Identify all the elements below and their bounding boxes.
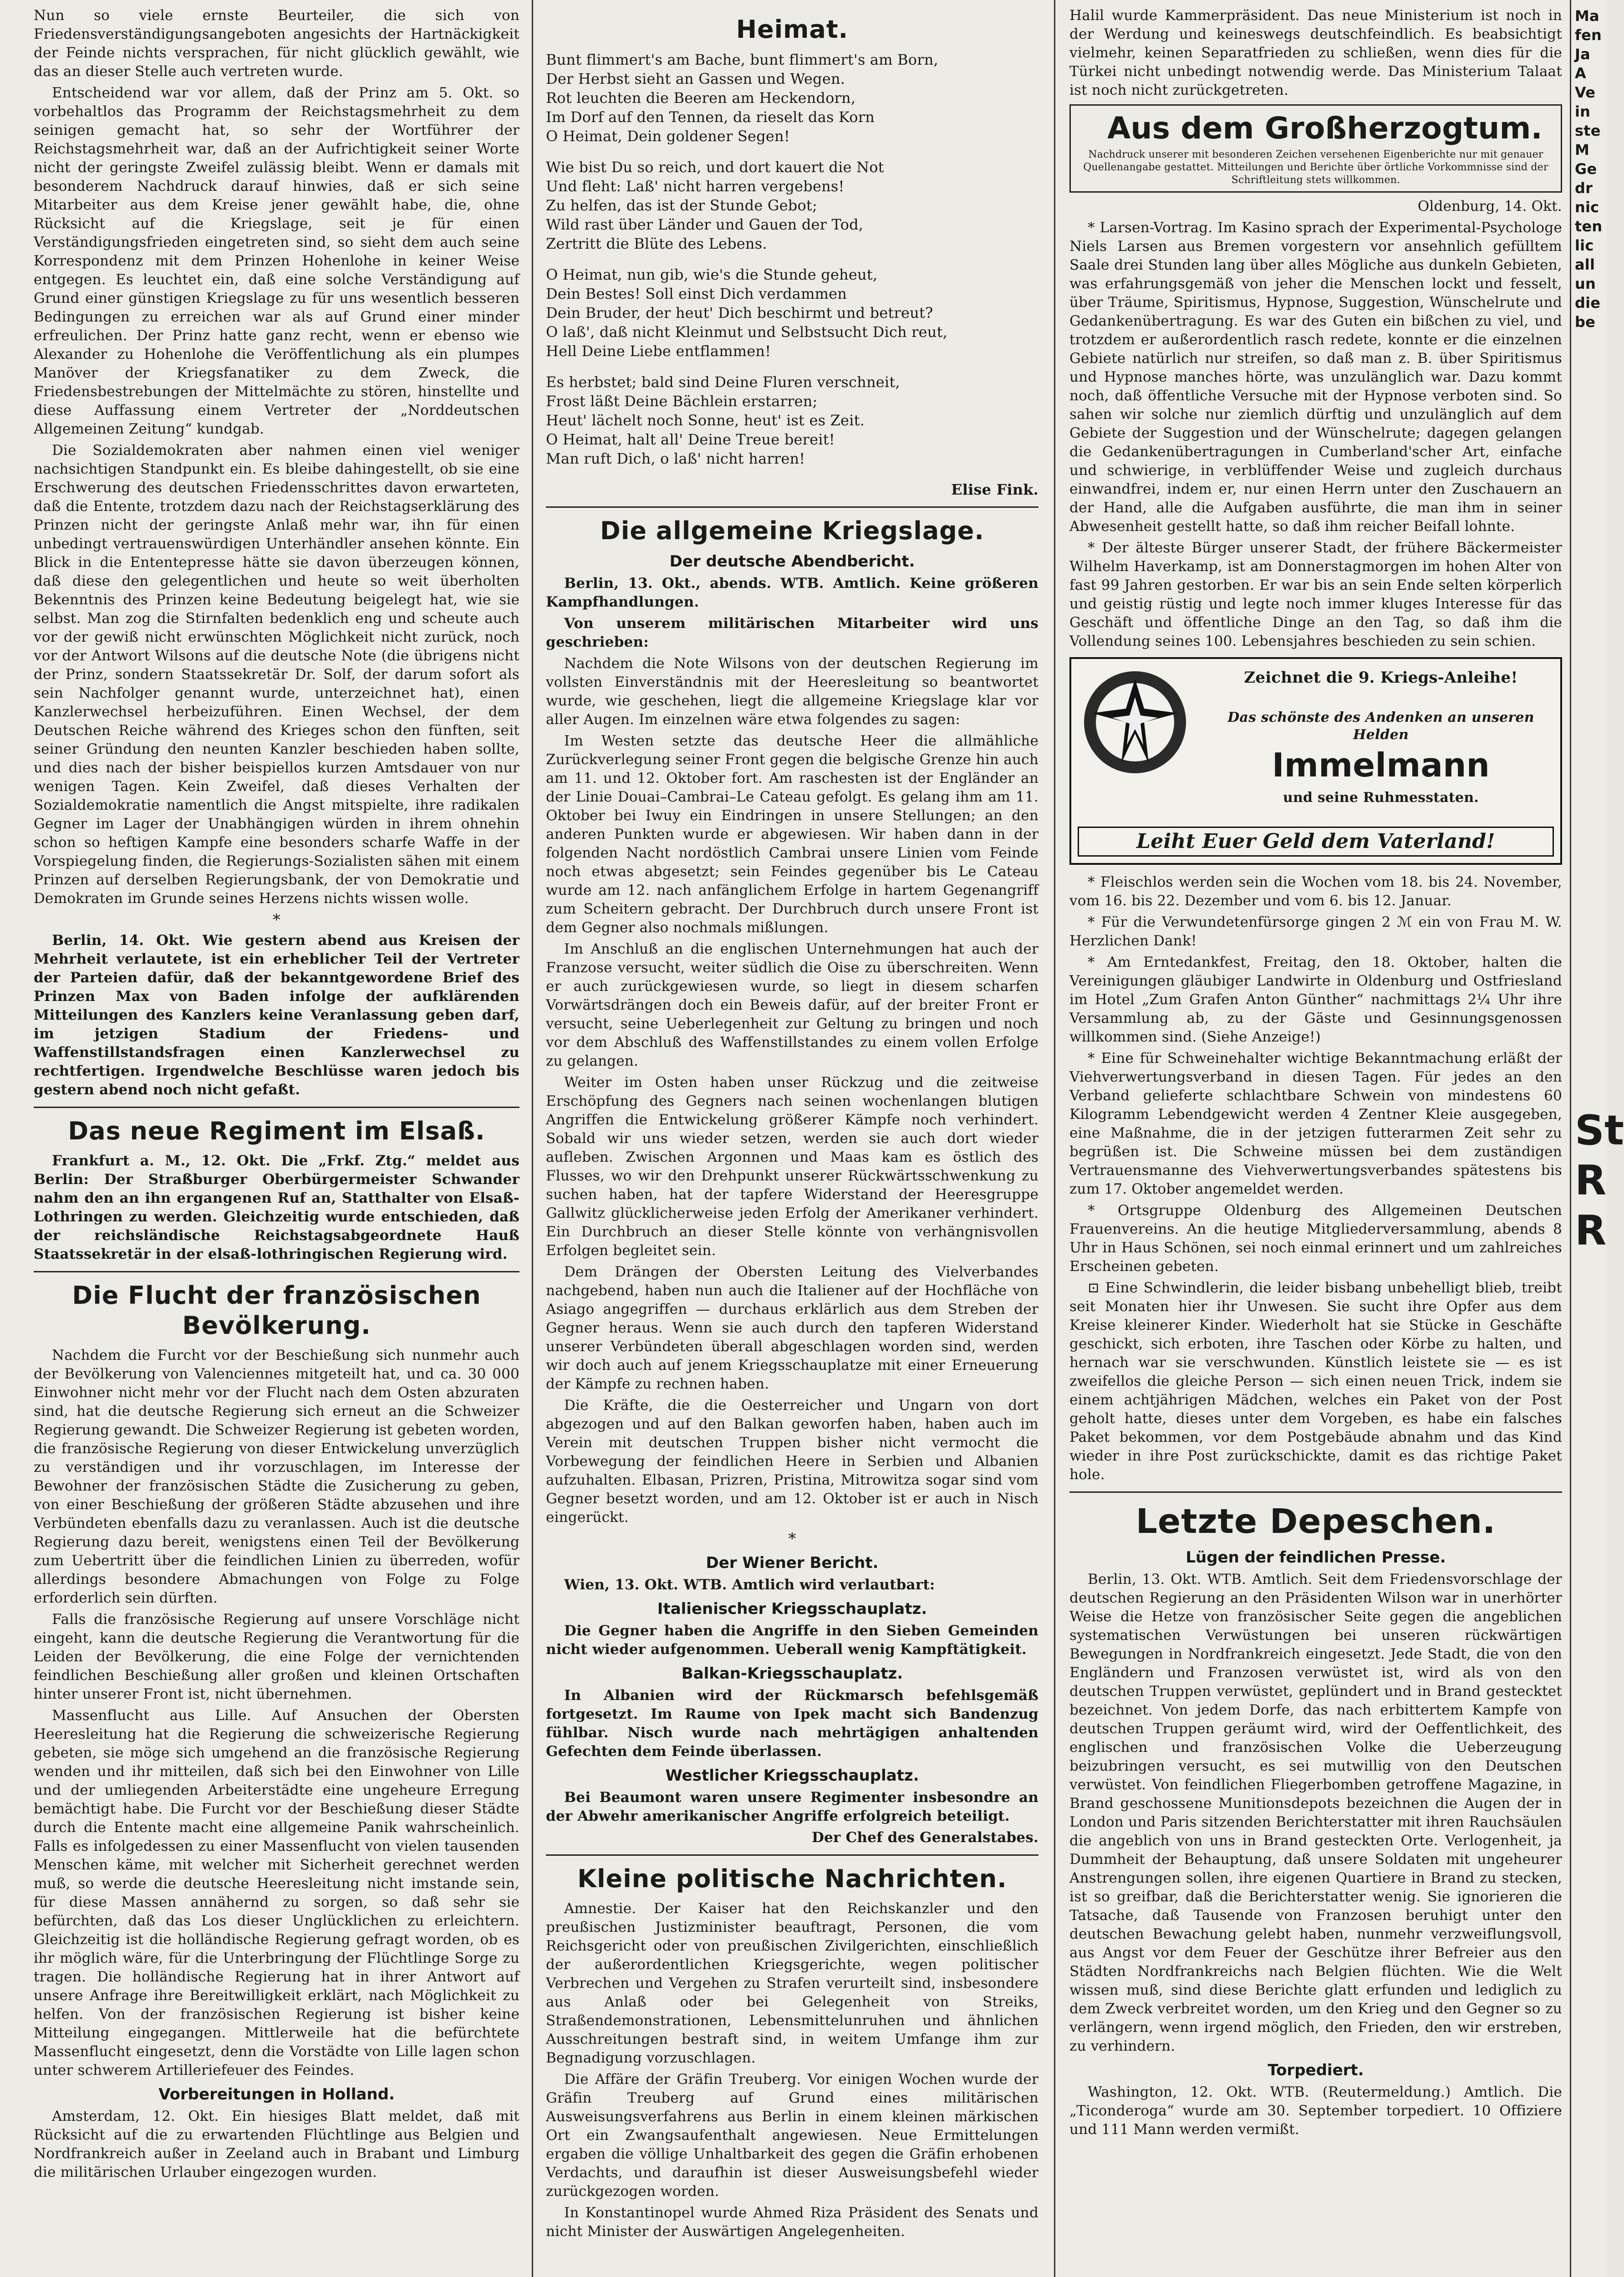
edge-text: Ja [1575, 46, 1590, 63]
subheading-holland: Vorbereitungen in Holland. [158, 2085, 395, 2103]
edge-text: St [1575, 1107, 1624, 1154]
poem-line: O Heimat, Dein goldener Segen! [546, 128, 790, 145]
paragraph: Frankfurt a. M., 12. Okt. Die „Frkf. Ztg.“ meldet aus Berlin: Der Straßburger Oberbürgermeister Schwander nahm den an ihn ergangenen Ruf an, Statthalter von Elsaß-Lothringen zu werden. Gleichzeitig wurde entschieden, daß der reichsländische Reichstagsabgeordnete Hauß Staatssekretär in der elsaß-lothringischen Regierung wird. [34, 1153, 519, 1262]
poem-line: Zu helfen, das ist der Stunde Gebot; [546, 197, 817, 214]
paragraph: * Eine für Schweinehalter wichtige Bekanntmachung erläßt der Viehverwertungsverband in diesen Tagen. Für jedes an den Verband gelieferte schlachtbare Schwein von mindestens 60 Kilogramm Lebendgewicht werden 4 Zentner Kleie ausgegeben, eine Maßnahme, die in der jetzigen futterarmen Zeit sehr zu begrüßen ist. Die Schweine müssen bei dem zuständigen Vertrauensmanne des Viehverwertungsverbandes spätestens bis zum 17. Oktober angemeldet werden. [1069, 1050, 1562, 1197]
poem-stanza [546, 158, 1039, 253]
subheading-abendbericht: Der deutsche Abendbericht. [669, 552, 915, 571]
headline-letzte-depeschen: Letzte Depeschen. [1135, 1502, 1496, 1541]
paragraph: Massenflucht aus Lille. Auf Ansuchen der Obersten Heeresleitung hat die Regierung die schweizerische Regierung gebeten, sie möge sich umgehend an die französische Regierung wenden und ihr mitteilen, daß sich bei den Einwohner von Lille und der umliegenden Arbeiterstädte eine ungeheure Erregung bemächtigt habe. Die Furcht vor der Beschießung dieser Städte durch die Entente macht eine allgemeine Panik wahrscheinlich. Falls es infolgedessen zu einer Massenflucht von vielen tausenden Menschen käme, mit welcher mit Sicherheit gerechnet werden muß, so werde die deutsche Heeresleitung nicht imstande sein, für diese Massen annähernd zu sorgen, so daß sehr sie befürchten, daß das Los dieser Unglücklichen zu erleichtern. Gleichzeitig ist die holländische Regierung gefragt worden, ob es ihr möglich wäre, für die Unterbringung der Flüchtlinge Sorge zu tragen. Die holländische Regierung hat in ihrer Antwort auf unsere Anfrage ihre Bereitwilligkeit erklärt, nach Möglichkeit zu helfen. Von der französischen Regierung ist bisher keine Mitteilung eingegangen. Mittlerweile hat die befürchtete Massenflucht eingesetzt, denn die Vorstädte von Lille lagen schon unter schwerem Artilleriefeuer des Feindes. [34, 1707, 519, 2078]
paragraph: Bei Beaumont waren unsere Regimenter insbesondre an der Abwehr amerikanischer Angriffe erfolgreich beteiligt. [546, 1789, 1039, 1824]
divider [1069, 1491, 1562, 1493]
poem-line: Dein Bruder, der heut' Dich beschirmt und betreut? [546, 304, 933, 322]
edge-text: Ge [1575, 160, 1597, 178]
paragraph: Die Sozialdemokraten aber nahmen einen viel weniger nachsichtigen Standpunkt ein. Es bleibe dahingestellt, ob sie eine Erschwerung des deutschen Friedensschrittes davon erwarteten, daß die Entente, trotzdem dazu nach der Reichstagserklärung des Prinzen nicht der geringste Anlaß mehr war, ihn für einen unbedingt vertrauenswürdigen Unterhändler ansehen könnte. Ein Blick in die Ententepresse hätte sie davon überzeugen können, daß diese den gelegentlichen und heute so weit überholten Bekenntnis des Prinzen keine Bedeutung beigelegt hat, wie sie selbst. Man zog die Stirnfalten bedenklich eng und scheute auch vor der gewiß nicht erwünschten Möglichkeit nicht zurück, noch vor der Antwort Wilsons auf die deutsche Note (die übrigens nicht der Prinz, sondern Staatssekretär Dr. Solf, der darum sofort als sein Nachfolger genannt wurde, unterzeichnet hat), einen Kanzlerwechsel herbeizuführen. Einen Wechsel, der dem Deutschen Reiche während des Krieges schon den fünften, seit seiner Gründung den neunten Kanzler beschieden haben sollte, und dies nach der bisher beispiellos kurzen Amtsdauer von nur wenigen Tagen. Kein Zweifel, daß dieses Verhalten der Sozialdemokratie namentlich die Angst mitspielte, ihre radikalen Gegner im Lager der Unabhängigen würden in ihrem ohnehin schon so heftigen Kampfe eine besonders scharfe Waffe in der Vorspiegelung finden, die Regierungs-Sozialisten sähen mit einem Prinzen auf derselben Regierungsbank, der von Demokratie und Demokraten im Grunde seines Herzens nichts wissen wolle. [34, 442, 519, 907]
edge-text: dr [1575, 179, 1593, 197]
paragraph: Amsterdam, 12. Okt. Ein hiesiges Blatt meldet, daß mit Rücksicht auf die zu erwartenden Flüchtlinge aus Belgien und Nordfrankreich außer in Zeeland auch in Brabant und Limburg die militärischen Urlauber eingezogen wurden. [34, 2108, 519, 2180]
edge-text: Ma [1575, 7, 1599, 25]
section-note: Nachdruck unserer mit besonderen Zeichen versehenen Eigenberichte nur mit genauer Quellenangabe gestattet. Mitteilungen und Berichte über örtliche Vorkommnisse sind der Schriftleitung stets willkommen. [1083, 149, 1548, 186]
column-rule [532, 0, 533, 2277]
poem-line: Heut' lächelt noch Sonne, heut' ist es Zeit. [546, 412, 865, 429]
paragraph: Halil wurde Kammerpräsident. Das neue Ministerium ist noch in der Werdung und keineswegs deutschfeindlich. Es beabsichtigt vielmehr, keinen Separatfrieden zu schließen, wenn dies für die Türkei nicht unbedingt notwendig werde. Das Ministerium Talaat ist noch nicht zurückgetreten. [1069, 7, 1562, 98]
column-3 [1059, 0, 1573, 2277]
edge-text: die [1575, 294, 1601, 311]
headline-heimat: Heimat. [736, 15, 849, 44]
war-loan-advertisement [1069, 657, 1562, 865]
poem-stanza [546, 50, 1039, 146]
edge-text: all [1575, 256, 1595, 273]
paragraph: * Ortsgruppe Oldenburg des Allgemeinen Deutschen Frauenvereins. An die heutige Mitgliederversammlung, abends 8 Uhr in Haus Schönen, sei noch einmal erinnert und um zahlreiches Erscheinen gebeten. [1069, 1202, 1562, 1275]
divider [34, 1107, 519, 1108]
divider [546, 1854, 1039, 1856]
paragraph: Amnestie. Der Kaiser hat den Reichskanzler und den preußischen Justizminister beauftragt, Personen, die vom Reichsgericht oder von preußischen Zivilgerichten, einschließlich der außerordentlichen Kriegsgerichte, wegen politischer Verbrechen und Vergehen zu Strafen verurteilt sind, insbesondere aus Anlaß oder bei Gelegenheit von Streiks, Straßendemonstrationen, Lebensmittelunruhen und ähnlichen Ausschreitungen bestraft sind, in weitem Umfange ihm zur Begnadigung vorzuschlagen. [546, 1900, 1039, 2066]
edge-text: be [1575, 313, 1596, 331]
iron-cross-icon [1080, 665, 1190, 779]
poem-line: O Heimat, halt all' Deine Treue bereit! [546, 431, 835, 448]
subheading-balkan: Balkan-Kriegsschauplatz. [681, 1664, 903, 1683]
paragraph: * Am Erntedankfest, Freitag, den 18. Oktober, halten die Vereinigungen gläubiger Landwirte in Oldenburg und Ostfriesland im Hotel „Zum Grafen Anton Günther“ nachmittags 2¼ Uhr ihre Versammlung ab, zu der Gäste und Gesinnungsgenossen willkommen sind. (Siehe Anzeige!) [1069, 954, 1562, 1045]
edge-text: Ve [1575, 84, 1596, 101]
signature-generalstab: Der Chef des Generalstabes. [812, 1829, 1039, 1846]
ad-slogan: Leiht Euer Geld dem Vaterland! [1078, 827, 1554, 857]
separator-star: * [272, 911, 281, 929]
poem-line: Wild rast über Länder und Gauen der Tod, [546, 216, 864, 233]
paragraph: Wien, 13. Okt. WTB. Amtlich wird verlautbart: [564, 1577, 935, 1593]
spacer [1575, 332, 1605, 1106]
subheading-wien: Der Wiener Bericht. [706, 1554, 879, 1572]
edge-text: lic [1575, 237, 1594, 254]
paragraph: Washington, 12. Okt. WTB. (Reutermeldung.) Amtlich. Die „Ticonderoga“ wurde am 30. September torpediert. 10 Offiziere und 111 Mann werden vermißt. [1069, 2084, 1562, 2138]
paragraph: Nachdem die Furcht vor der Beschießung sich nunmehr auch der Bevölkerung von Valenciennes mitgeteilt hat, und ca. 30 000 Einwohner nicht mehr vor der Flucht nach dem Osten abzuraten sind, hat die deutsche Regierung sich erneut an die Schweizer Regierung gewandt. Die Schweizer Regierung ist gebeten worden, die französische Regierung von dieser Entwickelung unverzüglich zu verständigen und ihr vorzuschlagen, im Interesse der Bewohner der französischen Städte die Zusicherung zu geben, von einer Beschießung der größeren Städte abzusehen und ihre Verbündeten ebenfalls dazu zu veranlassen. Auch ist die deutsche Regierung dazu bereit, wenigstens einen Teil der Bevölkerung zum Uebertritt über die feindlichen Linien zu überreden, wofür allerdings besondere Abmachungen von Folge zu Folge erforderlich sein dürften. [34, 1347, 519, 1606]
poem-line: Und fleht: Laß' nicht harren vergebens! [546, 178, 845, 195]
paragraph: Nun so viele ernste Beurteiler, die sich von Friedensverständigungsangeboten angesichts der Hartnäckigkeit der Feinde nichts versprachen, für nicht glücklich gewählt, wie das an dieser Stelle auch vertreten wurde. [34, 7, 519, 80]
divider [34, 1271, 519, 1272]
paragraph: * Larsen-Vortrag. Im Kasino sprach der Experimental-Psychologe Niels Larsen aus Bremen vorgestern vor ansehnlich gefülltem Saale drei Stunden lang über alles Mögliche aus dunkeln Gebieten, was erfahrungsgemäß von jeher die Menschen lockt und fesselt, über Träume, Spiritismus, Hypnose, Suggestion, Wünschelrute und Gedankenübertragung. Es war des Guten ein bißchen zu viel, und trotzdem er außerordentlich rasch redete, konnte er die einzelnen Gebiete natürlich nur streifen, so daß man z. B. über Spiritismus und Hypnose manches hörte, was unzulänglich war. Dazu kommt noch, daß öffentliche Versuche mit der Hypnose verboten sind. So sahen wir solche nur ziemlich dürftig und unzulänglich auf dem Gebiete der Suggestion und der Wünschelrute; dagegen gelangen die Gedankenübertragungen in Cumberland'scher Art, einfache und schwierige, in verblüffender Weise und zugleich durchaus einwandfrei, indem er, nur einen Herrn unter den Zuschauern an der Hand, alle die Aufgaben ausführte, die man ihm in seiner Abwesenheit gestellt hatte, so daß ihm reicher Beifall lohnte. [1069, 220, 1562, 535]
paragraph: Nachdem die Note Wilsons von der deutschen Regierung im vollsten Einverständnis mit der Heeresleitung so beantwortet wurde, wie geschehen, liegt die allgemeine Kriegslage klar vor aller Augen. Im einzelnen wäre etwa folgendes zu sagen: [546, 655, 1039, 728]
ad-name: Immelmann [1272, 746, 1490, 784]
paragraph: Die Gegner haben die Angriffe in den Sieben Gemeinden nicht wieder aufgenommen. Ueberall wenig Kampftätigkeit. [546, 1623, 1039, 1658]
paragraph: Falls die französische Regierung auf unsere Vorschläge nicht eingeht, kann die deutsche Regierung die Verantwortung für die Leiden der Bevölkerung, die eine Folge der vernichtenden feindlichen Beschießung aller großen und kleinen Ortschaften hinter unserer Front ist, nicht übernehmen. [34, 1611, 519, 1702]
column-4-cutoff [1573, 0, 1624, 2277]
subheading-torpediert: Torpediert. [1268, 2061, 1364, 2079]
paragraph: Entscheidend war vor allem, daß der Prinz am 5. Okt. so vorbehaltlos das Programm der Reichstagsmehrheit zu dem seinigen gemacht hat, so sehr der Wortführer der Reichstagsmehrheit war, daß an der Aufrichtigkeit seiner Worte nicht der geringste Zweifel zulässig bleibt. Wenn er damals mit besonderem Nachdruck darauf hinwies, daß er sich seine Mitarbeiter aus dem Kreise jener gewählt habe, die, ohne Rücksicht auf die Kriegslage, seit je für einen Verständigungsfrieden eingetreten sind, so sieht dem auch seine Korrespondenz mit dem Prinzen Hohenlohe in keiner Weise entgegen. Es leuchtet ein, daß eine solche Verständigung auf Grund einer günstigen Kriegslage zu für uns wesentlich besseren Bedingungen zu erreichen war als auf Grund einer minder erfreulichen. Der Prinz hatte ganz recht, wenn er ebenso wie Alexander zu Hohenlohe die Veröffentlichung als ein plumpes Manöver der Kriegsfanatiker zu dem Zweck, die Friedensbestrebungen der Mittelmächte zu stören, hinstellte und diese Auffassung einem Vertreter der „Norddeutschen Allgemeinen Zeitung“ kundgab. [34, 85, 519, 437]
column-rule [1054, 0, 1055, 2277]
poem-line: Dein Bestes! Soll einst Dich verdammen [546, 285, 847, 302]
paragraph: Berlin, 13. Okt. WTB. Amtlich. Seit dem Friedensvorschlage der deutschen Regierung an den Präsidenten Wilson war in unerhörter Weise die Hetze von französischer Seite gegen die angeblichen systematischen Verwüstungen bei unseren rückwärtigen Bewegungen in Nordfrankreich eingesetzt. Jede Stadt, die von den Engländern und Franzosen verwüstet ist, wird als von den deutschen Truppen verwüstet, geplündert und in Brand gestecktet bezeichnet. Von jedem Dorfe, das nach erbittertem Kampfe von deutschen Truppen geräumt wird, wird der Oeffentlichkeit, des englischen und französischen Volke die Ueberzeugung beizubringen versucht, es sei mutwillig von den Deutschen verwüstet. Von feindlichen Fliegerbomben getroffene Magazine, in Brand geschossene Munitionsdepots bezeichnen die Augen der in London und Paris sitzenden Berichterstatter mit ihren Rauchsäulen die angeblich von uns in Brand gesteckten Orte. Verlogenheit, ja Dummheit der Behauptung, daß unsere Soldaten mit ungeheurer Anstrengungen sollen, ihre eigenen Quartiere in Brand zu stecken, ist so greifbar, daß die Berichterstatter wenig. Sie ignorieren die Tatsache, daß Tausende von Franzosen beruhigt unter den deutschen Bewachung gelebt haben, nunmehr verzweiflungsvoll, aus Angst vor dem Feuer der Geschütze ihrer Befreier aus den Städten Nordfrankreichs nach Belgien flüchten. Wie die Welt wissen muß, sind diese Berichte glatt erfunden und lediglich zu dem Zweck verbreitet worden, um den Krieg und den Gegner so zu verlängern, wenn irgend möglich, den Frieden, den wir erstreben, zu verhindern. [1069, 1571, 1562, 2054]
headline-flucht: Die Flucht der französischen Bevölkerung. [72, 1281, 481, 1340]
paragraph: Die Kräfte, die die Oesterreicher und Ungarn von dort abgezogen und auf den Balkan geworfen haben, haben auch im Verein mit deutschen Truppen bisher nicht vermocht die Vorbewegung der feindlichen Heere in Serbien und Albanien aufzuhalten. Elbasan, Prizren, Pristina, Mitrowitza sogar sind vom Gegner besetzt worden, und am 12. Oktober ist er auch in Nisch eingerückt. [546, 1397, 1039, 1526]
edge-text: nic [1575, 199, 1599, 216]
poem-line: Der Herbst sieht an Gassen und Wegen. [546, 70, 845, 87]
poem-line: O laß', daß nicht Kleinmut und Selbstsucht Dich reut, [546, 323, 948, 341]
poem-line: Wie bist Du so reich, und dort kauert die Not [546, 158, 884, 176]
paragraph: Dem Drängen der Obersten Leitung des Vielverbandes nachgebend, haben nun auch die Italiener auf der Hochfläche von Asiago angegriffen — durchaus erklärlich aus dem Streben der Gegner heraus. Wenn sie auch durch den tapferen Widerstand unserer Verbündeten überall abgeschlagen worden sind, werden wir doch auch auf jenem Kriegsschauplatze mit einer Erneuerung der Kämpfe zu rechnen haben. [546, 1264, 1039, 1392]
edge-text: in [1575, 103, 1591, 120]
subheading-westlich: Westlicher Kriegsschauplatz. [665, 1766, 919, 1785]
edge-text: ten [1575, 218, 1603, 235]
edge-text: A [1575, 65, 1586, 82]
section-header-grossherzogtum [1069, 104, 1562, 193]
paragraph: Berlin, 13. Okt., abends. WTB. Amtlich. Keine größeren Kampfhandlungen. [546, 575, 1039, 610]
paragraph: ⊡ Eine Schwindlerin, die leider bisbang unbehelligt blieb, treibt seit Monaten hier ihr Unwesen. Sie sucht ihre Opfer aus dem Kreise kleinerer Kinder. Wiederholt hat sie Stücke in Geschäfte geschickt, sich erboten, ihre Taschen oder Körbe zu halten, und hernach war sie verschwunden. Künstlich leistete sie — es ist zweifellos die gleiche Person — sich einen neuen Trick, indem sie einem achtjährigen Mädchen, welches ein Paket von der Post geholt hatte, dieses unter dem Vorgeben, es habe ein falsches Paket bekommen, vor dem Postgebäude abnahm und das Kind wieder in ihre Post zurückschickte, damit es das richtige Paket hole. [1069, 1280, 1562, 1483]
poem-line: Im Dorf auf den Tennen, da rieselt das Korn [546, 108, 875, 126]
edge-text: ste [1575, 122, 1601, 139]
poem-line: Es herbstet; bald sind Deine Fluren verschneit, [546, 373, 900, 391]
paragraph: In Konstantinopel wurde Ahmed Riza Präsident des Senats und nicht Minister der Auswärtigen Angelegenheiten. [546, 2205, 1039, 2240]
paragraph: Im Westen setzte das deutsche Heer die allmähliche Zurückverlegung seiner Front gegen die belgische Grenze hin auch am 11. und 12. Oktober fort. Am raschesten ist der Engländer an der Linie Douai–Cambrai–Le Cateau gefolgt. Es gelang ihm am 11. Oktober bei Iwuy ein Eindringen in unsere Stellungen; an den anderen Punkten wurde er abgewiesen. Wir haben dann in der folgenden Nacht nordöstlich Cambrai unsere Linien vom Feinde noch etwas abgesetzt; sein Feindes gegenüber bis Le Cateau wurde am 12. nach anfänglichem Erfolge in hartem Gegenangriff zum Scheitern gebracht. Der Durchbruch durch unsere Front ist dem Gegner also nochmals mißlungen. [546, 733, 1039, 936]
subheading-luegen: Lügen der feindlichen Presse. [1186, 1548, 1446, 1567]
section-title: Aus dem Großherzogtum. [1107, 111, 1543, 146]
headline-kriegslage: Die allgemeine Kriegslage. [600, 516, 984, 545]
column-2 [535, 0, 1049, 2277]
poem-stanza [546, 373, 1039, 468]
edge-text: R [1575, 1157, 1607, 1205]
headline-kleine-nachrichten: Kleine politische Nachrichten. [577, 1864, 1007, 1893]
poem-line: Hell Deine Liebe entflammen! [546, 342, 771, 360]
subheading-italien: Italienischer Kriegsschauplatz. [657, 1600, 927, 1618]
ad-headline: Zeichnet die 9. Kriegs-Anleihe! [1244, 669, 1518, 687]
edge-text: M [1575, 141, 1590, 158]
edge-text: fen [1575, 26, 1602, 44]
paragraph: * Der älteste Bürger unserer Stadt, der frühere Bäckermeister Wilhelm Haverkamp, ist am Donnerstagmorgen im hohen Alter von fast 99 Jahren gestorben. Er war bis an sein Ende selten körperlich und geistig rüstig und legte noch immer kluges Interesse für das Geschäft und öffentliche Dinge an den Tag, so daß ihm die Vollendung seines 100. Lebensjahres beschieden zu sein schien. [1069, 540, 1562, 649]
paragraph: In Albanien wird der Rückmarsch befehlsgemäß fortgesetzt. Im Raume von Ipek macht sich Bandenzug fühlbar. Nisch wurde nach mehrtägigen anhaltenden Gefechten dem Feinde überlassen. [546, 1687, 1039, 1760]
poem [546, 50, 1039, 499]
poem-line: Rot leuchten die Beeren am Heckendorn, [546, 89, 856, 107]
poem-line: Frost läßt Deine Bächlein erstarren; [546, 393, 818, 410]
paragraph: * Für die Verwundetenfürsorge gingen 2 ℳ ein von Frau M. W. Herzlichen Dank! [1069, 914, 1562, 949]
poem-line: O Heimat, nun gib, wie's die Stunde geheut, [546, 266, 878, 283]
separator-star: * [788, 1530, 796, 1548]
dateline: Oldenburg, 14. Okt. [1417, 198, 1562, 214]
poem-author: Elise Fink. [951, 481, 1039, 498]
column-1 [23, 0, 530, 2277]
paragraph: * Fleischlos werden sein die Wochen vom 18. bis 24. November, vom 16. bis 22. Dezember und vom 6. bis 12. Januar. [1069, 874, 1562, 909]
ad-tagline: und seine Ruhmesstaten. [1283, 790, 1479, 806]
poem-line: Man ruft Dich, o laß' nicht harren! [546, 450, 805, 467]
poem-stanza [546, 265, 1039, 361]
paragraph: Im Anschluß an die englischen Unternehmungen hat auch der Franzose versucht, weiter südlich die Oise zu überschreiten. Wenn er auch zurückgewiesen wurde, so liegt in diesem scharfen Vorwärtsdrängen doch ein Beweis dafür, auf der breiter Front er versucht, seine Ueberlegenheit zur Geltung zu bringen und noch vor dem Abschluß des Waffenstillstandes zu einem vollen Erfolge zu gelangen. [546, 941, 1039, 1069]
paragraph-berlin-note: Berlin, 14. Okt. Wie gestern abend aus Kreisen der Mehrheit verlautete, ist ein erheblicher Teil der Vertreter der Parteien dafür, daß der bekanntgewordene Brief des Prinzen Max von Baden infolge der aufklärenden Mitteilungen des Kanzlers keine Veranlassung geben darf, im jetzigen Stadium der Friedens- und Waffenstillstandsfragen einen Kanzlerwechsel zu rechtfertigen. Irgendwelche Beschlüsse waren jedoch bis gestern abend noch nicht gefaßt. [34, 932, 519, 1098]
ad-subline: Das schönste des Andenken an unseren Helden [1227, 710, 1534, 743]
headline-regiment: Das neue Regiment im Elsaß. [68, 1117, 485, 1145]
paragraph: Von unserem militärischen Mitarbeiter wird uns geschrieben: [546, 615, 1039, 650]
edge-text: un [1575, 275, 1596, 292]
paragraph: Weiter im Osten haben unser Rückzug und die zeitweise Erschöpfung des Gegners nach seinen wochenlangen blutigen Angriffen die Entwickelung größerer Kämpfe noch verhindert. Sobald wir uns wieder setzen, werden sie auch dort wieder aufleben. Zwischen Argonnen und Maas kam es östlich des Flusses, wo wir den Drehpunkt unserer Rückwärtsschwenkung zu suchen haben, hat der tapfere Widerstand der Heeresgruppe Gallwitz glücklicherweise jeden Erfolg der Amerikaner verhindert. Ein Durchbruch an dieser Stelle könnte von verhängnisvollen Erfolgen begleitet sein. [546, 1074, 1039, 1259]
edge-text: R [1575, 1207, 1607, 1255]
paragraph: Die Affäre der Gräfin Treuberg. Vor einigen Wochen wurde der Gräfin Treuberg auf Grund eines militärischen Ausweisungsverfahrens aus Berlin in einem kleinen märkischen Ort ein Zwangsaufenthalt angewiesen. Neue Ermittelungen ergaben die völlige Unhaltbarkeit des gegen die Gräfin erhobenen Verdachts, und daraufhin ist dieser Ausweisungsbefehl wieder zurückgezogen worden. [546, 2071, 1039, 2200]
poem-line: Bunt flimmert's am Bache, bunt flimmert's am Born, [546, 51, 938, 68]
poem-line: Zertritt die Blüte des Lebens. [546, 235, 767, 252]
column-rule [1570, 0, 1571, 2277]
divider [546, 506, 1039, 508]
